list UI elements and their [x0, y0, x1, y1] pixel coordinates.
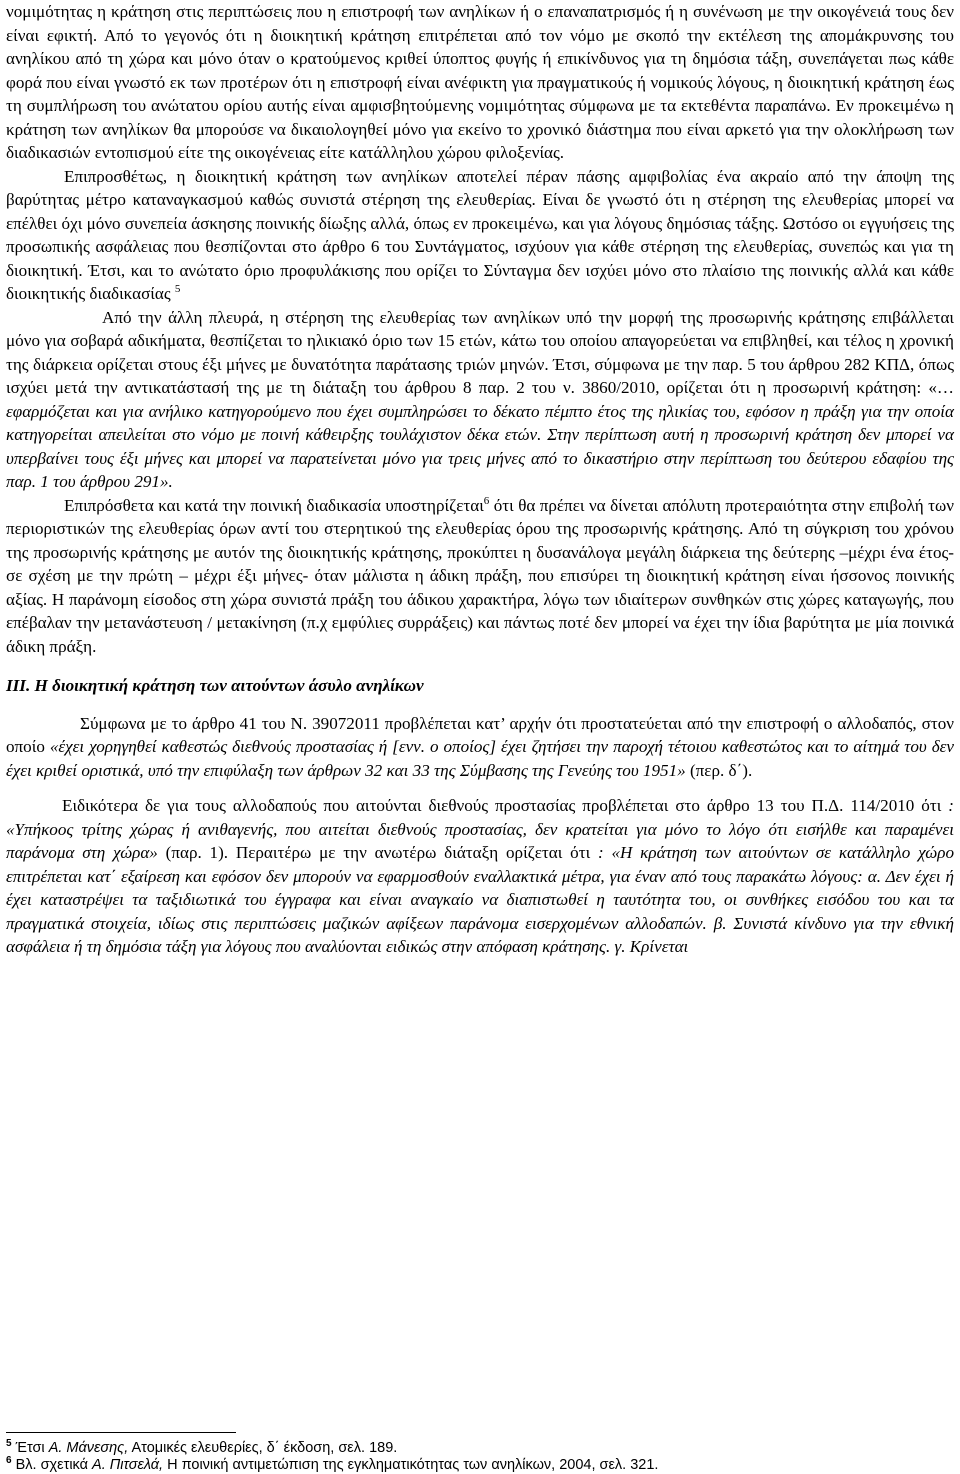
footnote-text: Έτσι [11, 1440, 49, 1456]
paragraph-text: (περ. δ΄). [685, 760, 753, 780]
section-heading: ΙΙΙ. Η διοικητική κράτηση των αιτούντων άσυλο ανηλίκων [6, 676, 424, 695]
quoted-law-text: εφαρμόζεται και για ανήλικο κατηγορούμενο που έχει συμπληρώσει το δέκατο πέμπτο έτος της ηλικίας του, εφόσον η πράξη για την οποία κατηγορείται απειλείται στο νόμο με ποινή κάθειρξης τουλάχιστον δέκα ετών. Στην περίπτωση αυτή η προσωρινή κράτηση δεν μπορεί να υπερβαίνει τους έξι μήνες και μπορεί να παρατείνεται μόνο για τρεις μήνες από το δικαστήριο στην περίπτωση του δεύτερου εδαφίου της παρ. 1 του άρθρου 291». [6, 401, 954, 491]
paragraph-continuation [6, 0, 954, 165]
paragraph-text: Επιπρόσθετα και κατά την ποινική διαδικασία υποστηρίζεται [64, 495, 484, 515]
footnote-divider [6, 1432, 236, 1433]
paragraph-text: (παρ. 1). Περαιτέρω με την ανωτέρω διάταξη ορίζεται ότι [157, 843, 598, 862]
paragraph-restrictive-terms [6, 494, 954, 659]
paragraph-pretrial-detention [6, 306, 954, 494]
quoted-law-text: : «Υπήκοος τρίτης χώρας ή ανιθαγενής, που αιτείται διεθνούς προστασίας, δεν κρατείται για μόνο το λόγο ότι εισήλθε και παραμένει παράνομα στη χώρα» [6, 796, 954, 862]
footnote-number: 5 [6, 1438, 12, 1449]
paragraph-asylum-protection [6, 712, 954, 783]
footnote-text: Βλ. σχετικά [11, 1457, 93, 1473]
footnote-6 [6, 1457, 954, 1474]
document-body [6, 0, 954, 959]
footnote-author: Α. Πιτσελά, [92, 1457, 164, 1473]
quoted-law-text: : «Η κράτηση των αιτούντων σε κατάλληλο χώρο επιτρέπεται κατ΄ εξαίρεση και εφόσον δεν μπορούν να εφαρμοσθούν εναλλακτικά μέτρα, για έναν από τους παρακάτω λόγους: α. Δεν έχει ή έχει καταστρέψει τα ταξιδιωτικά του έγγραφα και είναι αναγκαίο να διαπιστωθεί η ταυτότητα του, οι συνθήκες εισόδου του και τα πραγματικά στοιχεία, ιδίως στις περιπτώσεις μαζικών αφίξεων παράνομα εισερχομένων αλλοδαπών. β. Συνιστά κίνδυνο για την εθνική ασφάλεια ή τη δημόσια τάξη για λόγους που αναλύονται ειδικώς στην απόφαση κράτησης. γ. Κρίνεται [6, 843, 954, 956]
paragraph-text: νομιμότητας η κράτηση στις περιπτώσεις που η επιστροφή των ανηλίκων ή ο επαναπατρισμός ή η συνένωση με την οικογένειά τους δεν είναι εφικτή. Από το γεγονός ότι η διοικητική κράτηση επιτρέπεται από τον νόμο με σκοπό την εκτέλεση της απομάκρυνσης του ανηλίκου από τη χώρα και μόνο όταν ο κρατούμενος κριθεί ύποπτος φυγής ή επικίνδυνος για τη δημόσια τάξη, συνεπάγεται πως κάθε φορά που είναι γνωστό εκ των προτέρων ότι η επιστροφή είναι ανέφικτη για πραγματικούς ή νομικούς λόγους, η διοικητική κράτηση έως τη συμπλήρωση του ανώτατου ορίου αυτής είναι αμφισβητούμενης νομιμότητας σύμφωνα με τα εκτεθέντα παραπάνω. Εν προκειμένω η κράτηση των ανηλίκων θα μπορούσε να δικαιολογηθεί μόνο για εκείνο το χρονικό διάστημα που είναι αρκετό για την ολοκλήρωση των διαδικασιών εντοπισμού είτε της οικογένειας είτε κατάλληλου χώρου φιλοξενίας. [6, 2, 954, 162]
paragraph-text: Ειδικότερα δε για τους αλλοδαπούς που αιτούνται διεθνούς προστασίας προβλέπεται στο άρθρο 13 του Π.Δ. 114/2010 ότι [62, 796, 949, 815]
paragraph-text: ότι θα πρέπει να δίνεται απόλυτη προτεραιότητα στην επιβολή των περιοριστικών της ελευθερίας όρων αντί του στερητικού της ελευθερίας όρου της προσωρινής κράτησης. Από τη σύγκριση του χρόνου της προσωρινής κράτησης με αυτόν της διοικητικής κράτησης, προκύπτει η δυσανάλογα μεγάλη διάρκεια της δεύτερης –μέχρι ένα έτος- σε σχέση με την πρώτη – μέχρι έξι μήνες- όταν μάλιστα η άδικη πράξη, που επισύρει τη διοικητική κράτηση είναι ήσσονος ποινικής αξίας. Η παράνομη είσοδος στη χώρα συνιστά πράξη του άδικου χαρακτήρα, λόγω των ιδιαίτερων συνθηκών στις χώρες καταγωγής, που επέβαλαν την μετανάστευση / μετακίνηση (π.χ εμφύλιες συρράξεις) και πάντως ποτέ δεν μπορεί να έχει την ίδια βαρύτητα με μία ποινικά άδικη πράξη. [6, 495, 954, 656]
footnote-number: 6 [6, 1455, 12, 1466]
footnote-ref-6[interactable]: 6 [483, 494, 490, 507]
footnote-5 [6, 1440, 954, 1457]
footnote-ref-5[interactable]: 5 [174, 283, 181, 295]
footnote-text: Ατομικές ελευθερίες, δ΄ έκδοση, σελ. 189. [128, 1440, 398, 1456]
paragraph-text: Σύμφωνα με το άρθρο 41 του Ν. 39072011 προβλέπεται κατ’ αρχήν ότι προστατεύεται από την επιστροφή ο αλλοδαπός, στον οποίο [6, 713, 954, 756]
paragraph-pd-114-2010 [6, 794, 954, 959]
paragraph-penalty-comparison [6, 165, 954, 306]
paragraph-text: Από την άλλη πλευρά, η στέρηση της ελευθερίας των ανηλίκων υπό την μορφή της προσωρινής κράτησης επιβάλλεται μόνο για σοβαρά αδικήματα, θεσπίζεται το ηλικιακό όριο των 15 ετών, κάτω του οποίου απαγορεύεται να επιβληθεί, και τέλος η χρονική της διάρκεια ορίζεται στους έξι μήνες με δυνατότητα παράτασης τριών μηνών. Έτσι, σύμφωνα με την παρ. 5 του άρθρου 282 ΚΠΔ, όπως ισχύει μετά την αντικατάστασή της με τη διάταξη του άρθρου 8 παρ. 2 του ν. 3860/2010, ορίζεται ότι η προσωρινή κράτηση: «… [6, 307, 954, 397]
footnote-author: Α. Μάνεσης, [48, 1440, 129, 1456]
footnote-text: Η ποινική αντιμετώπιση της εγκληματικότητας των ανηλίκων, 2004, σελ. 321. [163, 1457, 659, 1473]
paragraph-text: Επιπροσθέτως, η διοικητική κράτηση των ανηλίκων αποτελεί πέραν πάσης αμφιβολίας ένα ακραίο από την άποψη της βαρύτητας μέτρο καταναγκασμού καθώς συνιστά στέρηση της ελευθερίας. Είναι δε γνωστό ότι η στέρηση της ελευθερίας μπορεί να επέλθει όχι μόνο συνεπεία άσκησης ποινικής δίωξης αλλά, όπως εν προκειμένω, και για λόγους δημόσιας τάξης. Ωστόσο οι εγγυήσεις της προσωπικής ασφάλειας που θεσπίζονται στο άρθρο 6 του Συντάγματος, ισχύουν για κάθε στέρηση της ελευθερίας, συνεπώς και για τη διοικητική. Έτσι, και το ανώτατο όριο προφυλάκισης που ορίζει το Σύνταγμα δεν ισχύει μόνο στο πλαίσιο της ποινικής αλλά και κάθε διοικητικής διαδικασίας [6, 166, 954, 303]
quoted-law-text: «έχει χορηγηθεί καθεστώς διεθνούς προστασίας ή [ενν. ο οποίος] έχει ζητήσει την παροχή τέτοιου καθεστώτος και το αίτημά του δεν έχει κριθεί οριστικά, υπό την επιφύλαξη των άρθρων 32 και 33 της Σύμβασης της Γενεύης του 1951» [6, 737, 954, 780]
footnotes [6, 1438, 954, 1474]
